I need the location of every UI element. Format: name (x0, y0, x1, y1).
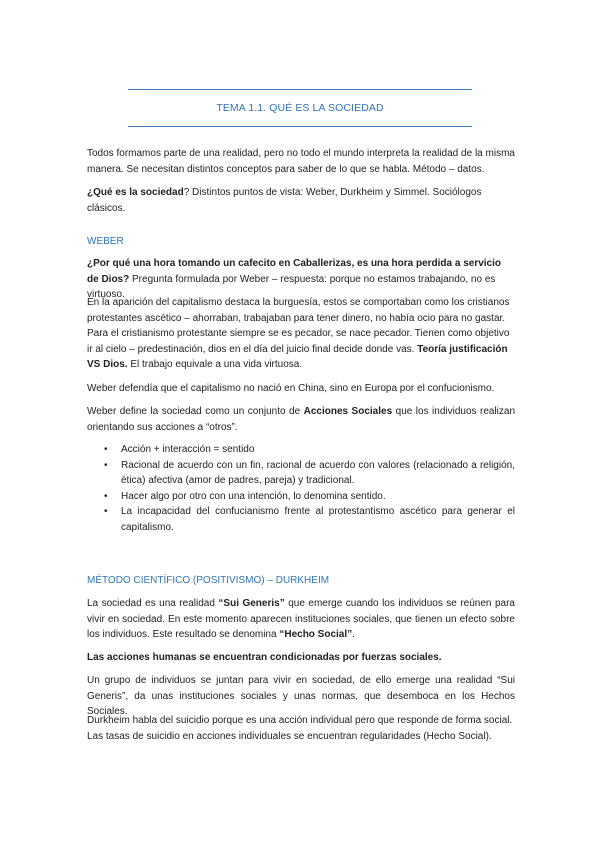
weber-china-paragraph: Weber defendía que el capitalismo no nació en China, sino en Europa por el confucionismo. (87, 383, 495, 394)
bullet-icon: • (104, 490, 108, 502)
list-item (87, 504, 515, 535)
list-item-text: La incapacidad del confucianismo frente al protestantismo ascético para generar el capitalismo. (121, 506, 515, 533)
durkheim-text-b: que emerge cuando los individuos se reúnen para vivir en sociedad. En este momento aparecen instituciones sociales, que tienen un efecto sobre los individuos. Este resultado se denomina (87, 598, 515, 640)
weber-define-paragraph (87, 404, 515, 435)
section-heading-durkheim: MÉTODO CIENTÍFICO (POSITIVISMO) – DURKHEIM (87, 575, 330, 586)
weber-define-text-2: que los individuos realizan orientando sus acciones a “otros”. (87, 406, 516, 433)
list-item-text: Acción + interacción = sentido (121, 444, 255, 455)
durkheim-group-paragraph: Un grupo de individuos se juntan para vivir en sociedad, de ello emerge una realidad “Sui Generis”, da unas instituciones sociales y unas normas, que desemboca en los Hechos Sociales. (87, 675, 515, 717)
weber-define-text-1: Weber define la sociedad como un conjunto de (87, 406, 304, 417)
weber-capitalism-text-2: El trabajo equivale a una vida virtuosa. (127, 359, 303, 370)
bullet-icon: • (104, 444, 108, 455)
weber-question-bold: ¿Por qué una hora tomando un cafecito en Caballerizas, es una hora perdida a servicio de Dios? (87, 258, 501, 285)
weber-capitalism-text-1: En la aparición del capitalismo destaca la burguesía, estos se comportaban como los cristianos protestantes ascético – ahorraban, trabajaban para tener dinero, no había ocio para no gastar. Para el cristianismo protestante siempre se es pecador, se nace pecador. Tienen como objetivo ir al cielo – predestinación, dios en el día del juicio final decide donde vas. (87, 297, 510, 355)
list-item (87, 489, 515, 505)
durkheim-text-c: . (352, 629, 355, 640)
title-bottom-rule (128, 126, 472, 127)
page-title: TEMA 1.1. QUÉ ES LA SOCIEDAD (216, 102, 384, 114)
durkheim-suicide-paragraph: Durkheim habla del suicidio porque es una acción individual pero que responde de forma social. Las tasas de suicidio en acciones individuales se encuentran regularidades (Hecho Social). (87, 715, 513, 742)
intro-question-text: ? Distintos puntos de vista: Weber, Durkheim y Simmel. Sociólogos clásicos. (87, 187, 482, 214)
durkheim-text-a: La sociedad es una realidad (87, 598, 219, 609)
intro-question-bold: ¿Qué es la sociedad (87, 187, 184, 198)
section-heading-weber: WEBER (87, 236, 124, 247)
list-item-text: Hacer algo por otro con una intención, lo denomina sentido. (121, 490, 386, 502)
list-item (87, 442, 515, 458)
intro-question-paragraph (87, 185, 515, 216)
list-item-text: Racional de acuerdo con un fin, racional de acuerdo con valores (relacionado a religión, ética) afectiva (amor de padres, pareja) y tradicional. (121, 459, 515, 486)
weber-question-text: Pregunta formulada por Weber – respuesta: porque no estamos trabajando, no es virtuoso. (87, 273, 496, 300)
weber-capitalism-bold: Teoría justificación VS Dios. (87, 343, 508, 370)
bullet-icon: • (104, 459, 108, 471)
weber-capitalism-paragraph (87, 295, 515, 373)
intro-paragraph: Todos formamos parte de una realidad, pero no todo el mundo interpreta la realidad de la misma manera. Se necesitan distintos conceptos para saber de lo que se habla. Método – datos. (87, 148, 515, 175)
weber-bullet-list (87, 442, 515, 535)
durkheim-bold-statement: Las acciones humanas se encuentran condicionadas por fuerzas sociales. (87, 652, 442, 663)
durkheim-bold-sui-generis: “Sui Generis” (218, 598, 285, 609)
list-item (87, 458, 515, 489)
bullet-icon: • (104, 506, 108, 517)
title-top-rule (128, 89, 472, 90)
durkheim-bold-hecho-social: “Hecho Social” (279, 629, 353, 640)
weber-define-bold: Acciones Sociales (303, 406, 393, 417)
durkheim-sui-generis-paragraph (87, 596, 515, 643)
